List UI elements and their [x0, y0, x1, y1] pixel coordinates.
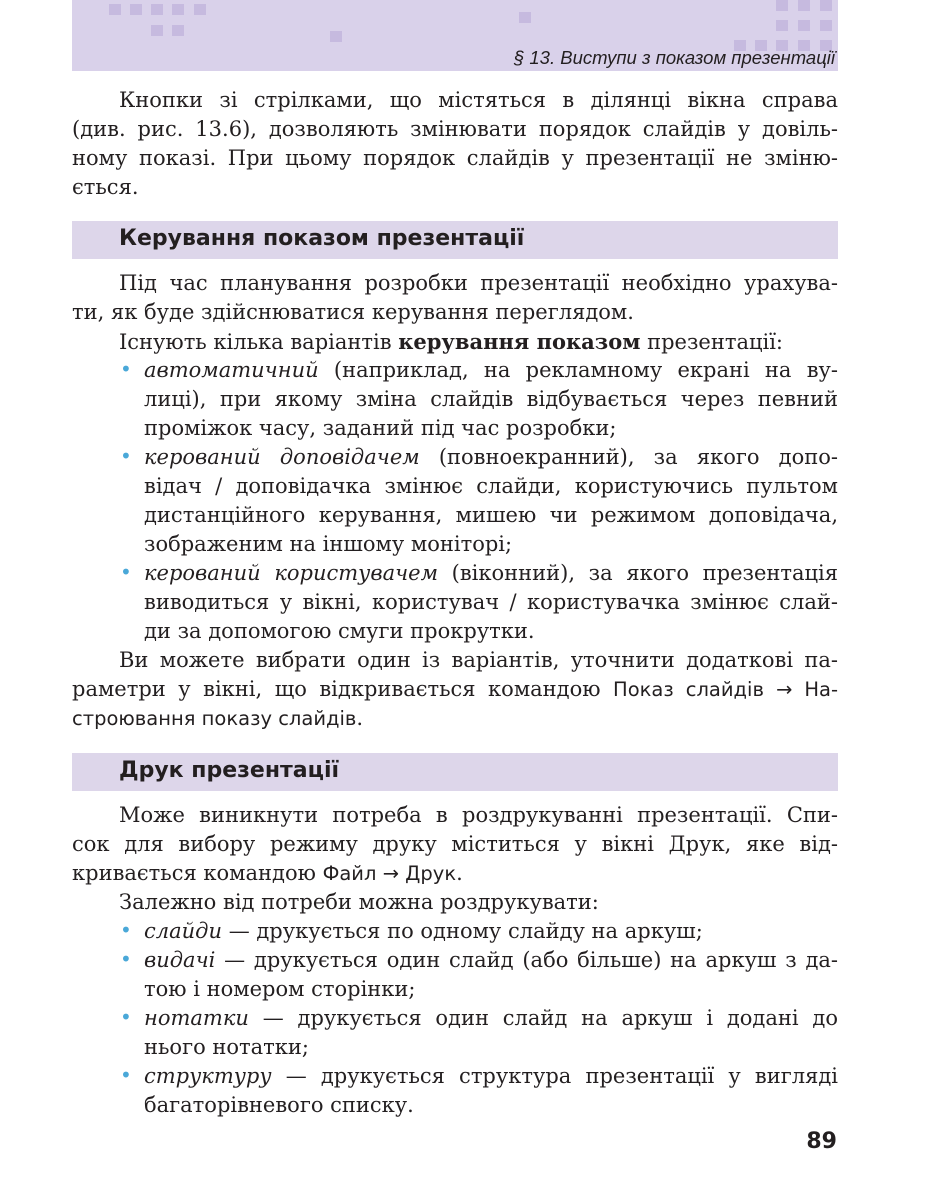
text-run: (повноекранний), за якого допо- — [419, 445, 838, 469]
bullet-marker: • — [120, 1063, 132, 1087]
command-name: строювання показу слайдів — [72, 707, 357, 730]
decor-square — [172, 4, 184, 15]
text-run: . — [356, 706, 364, 730]
text-line: зображеним на іншому моніторі; — [144, 532, 513, 556]
text-line: дистанційного керування, мишею чи режимом доповідача, — [144, 503, 838, 527]
decor-square — [151, 4, 163, 15]
text-line: ному показі. При цьому порядок слайдів у презентації не зміню- — [72, 146, 838, 170]
decor-square — [776, 20, 788, 31]
decor-square — [776, 0, 788, 11]
section-title: Друк презентації — [119, 758, 340, 783]
decor-square — [519, 12, 531, 23]
decor-square — [109, 4, 121, 15]
text-line — [144, 1062, 838, 1091]
text-run: презентації: — [640, 330, 784, 354]
section-title: Керування показом презентації — [119, 226, 525, 251]
page-number: 89 — [806, 1129, 837, 1154]
text-line — [119, 327, 838, 356]
text-run: раметри у вікні, що відкривається командою — [72, 677, 614, 701]
section1-paragraph-2 — [72, 327, 838, 356]
bullet-marker: • — [120, 357, 132, 381]
italic-term: нотатки — [144, 1006, 249, 1030]
italic-term: автоматичний — [144, 358, 319, 382]
list-item — [144, 559, 838, 646]
bullet-marker: • — [120, 947, 132, 971]
text-line — [144, 946, 838, 975]
text-line: виводиться у вікні, користувач / користувачка змінює слай- — [144, 590, 838, 614]
section1-paragraph-3 — [72, 646, 838, 675]
command-name: Файл → Друк — [322, 862, 457, 885]
list-item — [144, 1004, 838, 1062]
text-line: багаторівневого списку. — [144, 1093, 414, 1117]
text-line: Ви можете вибрати один із варіантів, уточнити додаткові па- — [119, 648, 838, 672]
text-line: тою і номером сторінки; — [144, 977, 416, 1001]
text-line — [144, 356, 838, 385]
text-run: Існують кілька варіантів — [119, 330, 399, 354]
decor-square — [798, 20, 810, 31]
text-line: сок для вибору режиму друку міститься у вікні Друк, яке від- — [72, 832, 838, 856]
decor-square — [194, 4, 206, 15]
section-heading-control — [72, 221, 838, 259]
text-line: нього нотатки; — [144, 1035, 309, 1059]
text-line: Може виникнути потреба в роздрукуванні презентації. Спи- — [119, 803, 838, 827]
section1-paragraph-1-cont — [72, 298, 838, 327]
list-item — [144, 443, 838, 559]
text-run: — друкується один слайд (або більше) на аркуш з да- — [215, 948, 838, 972]
text-run: . — [456, 861, 463, 885]
decor-square — [820, 20, 832, 31]
text-line — [72, 859, 838, 888]
bullet-marker: • — [120, 444, 132, 468]
list-item — [144, 1062, 838, 1120]
running-head: § 13. Виступи з показом презентації — [513, 47, 835, 68]
text-run: (наприклад, на рекламному екрані на ву- — [318, 358, 838, 382]
section2-paragraph-1 — [72, 801, 838, 830]
text-line — [144, 559, 838, 588]
text-line: проміжок часу, заданий під час розробки; — [144, 416, 617, 440]
text-line: ти, як буде здійснюватися керування переглядом. — [72, 300, 634, 324]
section2-paragraph-2 — [72, 888, 838, 917]
italic-term: керований доповідачем — [144, 445, 420, 469]
decor-square — [330, 31, 342, 42]
bold-term: керування показом — [398, 329, 641, 354]
bullet-marker: • — [120, 560, 132, 584]
text-line — [144, 443, 838, 472]
decor-square — [151, 25, 163, 36]
italic-term: керований користувачем — [144, 561, 438, 585]
text-line: ється. — [72, 175, 139, 199]
text-line — [144, 917, 838, 946]
text-line: відач / доповідачка змінює слайди, користуючись пультом — [144, 474, 838, 498]
text-run: — друкується по одному слайду на аркуш; — [222, 919, 703, 943]
text-line: Кнопки зі стрілками, що містяться в ділянці вікна справа — [119, 88, 838, 112]
text-line: лиці), при якому зміна слайдів відбувається через певний — [144, 387, 838, 411]
text-run: — друкується один слайд на аркуш і додані до — [248, 1006, 838, 1030]
section2-paragraph-1-cont — [72, 830, 838, 888]
list-item — [144, 946, 838, 1004]
decor-square — [798, 0, 810, 11]
text-run: — друкується структура презентації у вигляді — [271, 1064, 838, 1088]
text-line — [72, 675, 838, 704]
text-line: Під час планування розробки презентації необхідно урахува- — [119, 271, 838, 295]
italic-term: структуру — [144, 1064, 272, 1088]
text-line: (див. рис. 13.6), дозволяють змінювати порядок слайдів у довіль- — [72, 117, 838, 141]
decor-square — [172, 25, 184, 36]
section-heading-print — [72, 753, 838, 791]
text-run: кривається командою — [72, 861, 323, 885]
intro-paragraph-cont — [72, 115, 838, 202]
bullet-marker: • — [120, 1005, 132, 1029]
section1-paragraph-1 — [72, 269, 838, 298]
text-run: (віконний), за якого презентація — [438, 561, 838, 585]
italic-term: видачі — [144, 948, 216, 972]
text-line: ди за допомогою смуги прокрутки. — [144, 619, 535, 643]
text-line — [144, 1004, 838, 1033]
decor-square — [130, 4, 142, 15]
decor-square — [820, 0, 832, 11]
text-line: Залежно від потреби можна роздрукувати: — [119, 890, 599, 914]
command-name: Показ слайдів → На- — [613, 678, 838, 701]
list-item — [144, 917, 838, 946]
list-item — [144, 356, 838, 443]
text-line — [72, 704, 838, 733]
section1-paragraph-3-cont — [72, 675, 838, 733]
intro-paragraph — [72, 86, 838, 115]
bullet-marker: • — [120, 918, 132, 942]
italic-term: слайди — [144, 919, 223, 943]
